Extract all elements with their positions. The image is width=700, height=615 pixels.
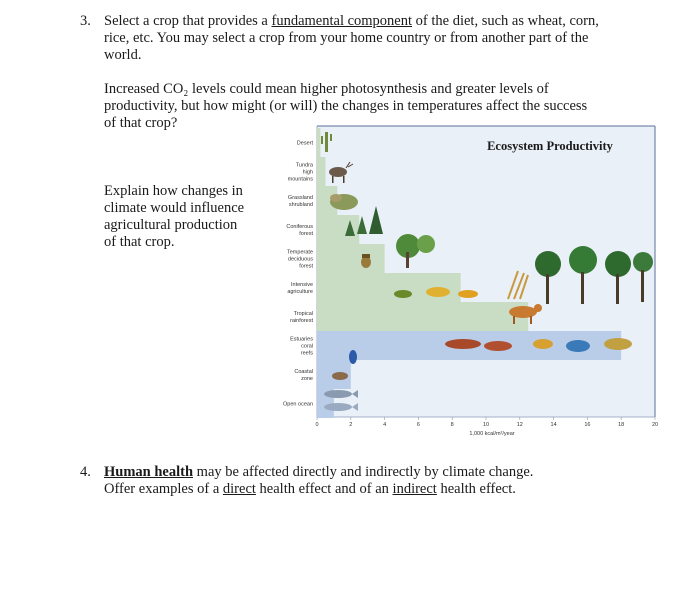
x-axis-label: 1,000 kcal/m²/year: [469, 431, 515, 437]
chart-title: Ecosystem Productivity: [487, 139, 613, 153]
x-tick-label: 0: [315, 422, 319, 428]
q4-line2-pre: Offer examples of a: [104, 481, 223, 497]
grassland-icon: [330, 194, 358, 210]
explain-line-2: climate would influence: [104, 200, 245, 216]
question-3-number: 3.: [80, 13, 91, 29]
explain-line-4: of that crop.: [104, 234, 175, 250]
x-tick-label: 8: [450, 422, 454, 428]
q3-line1-text: Select a crop that provides a: [104, 13, 272, 29]
q4-line1-post: may be affected directly and indirectly by climate change.: [193, 464, 534, 480]
bar-temperate-deciduous-forest: [317, 244, 385, 273]
ecosystem-productivity-chart: [258, 124, 658, 440]
q4-direct: direct: [222, 481, 256, 497]
x-tick-label: 20: [651, 422, 658, 428]
bar-tundra-high-mountains: [317, 157, 325, 186]
co2-paragraph-line-3: of that crop?: [104, 115, 178, 131]
category-label: Tundra high mountains: [287, 162, 313, 183]
bar-desert: [317, 128, 320, 157]
question-4-line-2: [104, 481, 516, 498]
co2-paragraph-line-2: productivity, but how might (or will) the changes in temperatures affect the success: [104, 98, 588, 114]
x-tick-label: 2: [349, 422, 353, 428]
category-label: Tropical rainforest: [290, 311, 313, 324]
x-tick-label: 16: [584, 422, 591, 428]
x-tick-label: 12: [516, 422, 523, 428]
q4-line2-post: health effect.: [436, 481, 516, 497]
question-4-line-1: [104, 464, 533, 481]
category-label: Desert: [296, 140, 313, 147]
category-label: Coastal zone: [294, 369, 313, 382]
category-labels: [283, 141, 314, 408]
q4-human-health: Human health: [104, 464, 194, 480]
category-label: Temperate deciduous forest: [287, 249, 313, 270]
category-label: Intensive agriculture: [287, 282, 313, 295]
q3-line1-post: of the diet, such as wheat, corn,: [412, 13, 599, 29]
category-label: Coniferous forest: [286, 224, 313, 237]
x-axis-ticks: [315, 417, 658, 428]
question-3-line-3: world.: [104, 47, 142, 63]
x-tick-label: 14: [550, 422, 557, 428]
question-4-number: 4.: [80, 464, 91, 480]
x-tick-label: 4: [383, 422, 387, 428]
q4-line2-mid: health effect and of an: [255, 481, 393, 497]
co2-paragraph-line-1: Increased CO₂ levels could mean higher photosynthesis and greater levels of: [104, 81, 549, 97]
explain-line-3: agricultural production: [104, 217, 238, 233]
q4-indirect: indirect: [392, 481, 437, 497]
category-label: Estuaries coral reefs: [290, 336, 313, 357]
category-label: Open ocean: [283, 401, 313, 408]
explain-line-1: Explain how changes in: [104, 183, 243, 199]
category-label: Grassland shrubland: [287, 195, 313, 208]
x-tick-label: 10: [482, 422, 490, 428]
q3-fundamental-component: fundamental component: [271, 13, 413, 29]
question-3-line-1: [104, 13, 664, 30]
x-tick-label: 6: [416, 422, 420, 428]
question-3-line-2: rice, etc. You may select a crop from your home country or from another part of the: [104, 30, 589, 46]
x-tick-label: 18: [618, 422, 625, 428]
bar-tropical-rainforest: [317, 302, 528, 331]
